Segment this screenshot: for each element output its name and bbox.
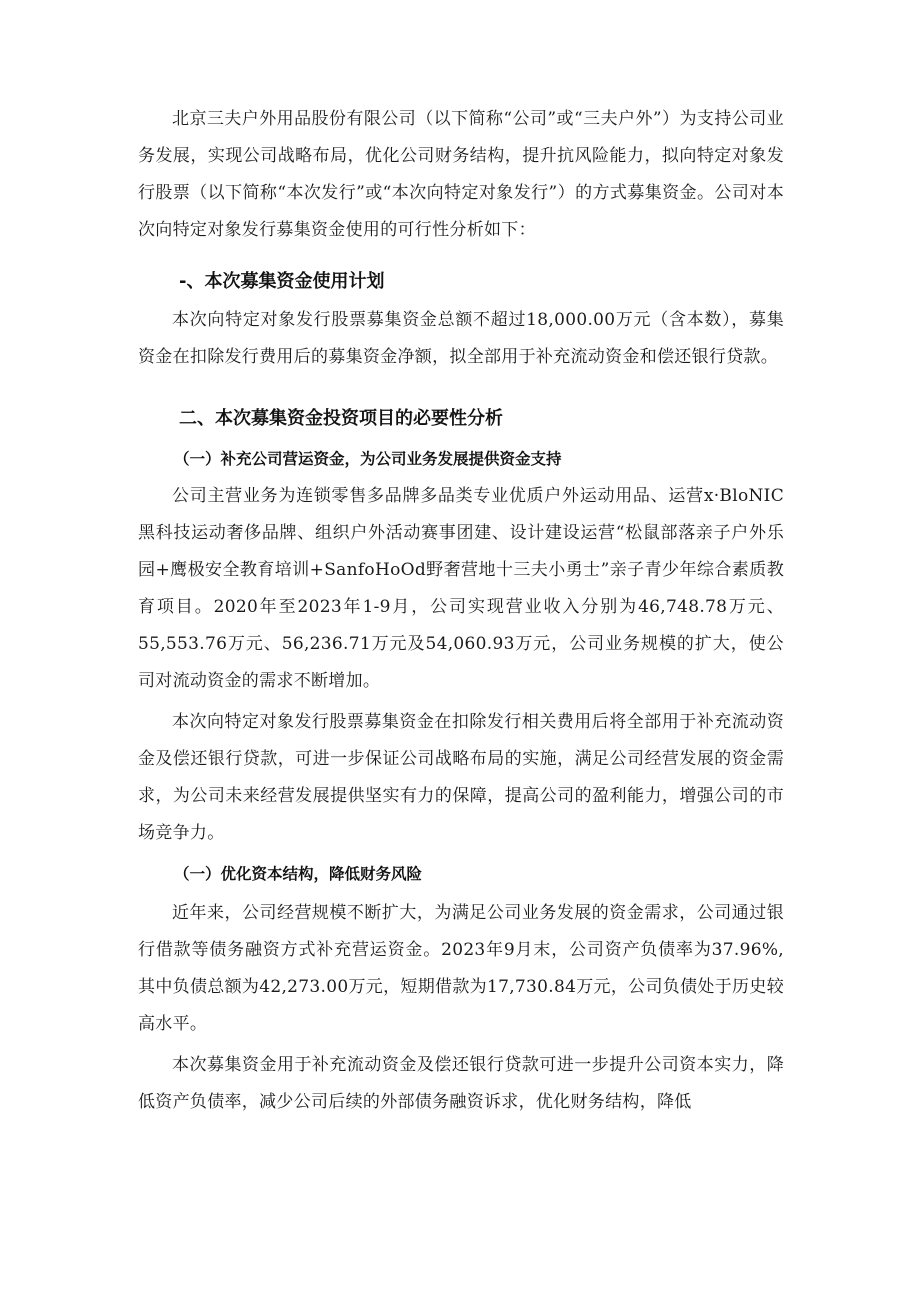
subsection1-paragraph-1: 公司主营业务为连锁零售多品牌多品类专业优质户外运动用品、运营x·BloNIC黑科技运动奢侈品牌、组织户外活动赛事团建、设计建设运营“松鼠部落亲子户外乐园+鹰极安全教育培训+SanfoHoOd野奢营地十三夫小勇士”亲子青少年综合素质教育项目。2020年至2023年1-9月，公司实现营业收入分别为46,748.78万元、55,553.76万元、56,236.71万元及54,060.93万元，公司业务规模的扩大，使公司对流动资金的需求不断增加。	[138, 486, 784, 691]
section1-paragraph: 本次向特定对象发行股票募集资金总额不超过18,000.00万元（含本数），募集资金在扣除发行费用后的募集资金净额，拟全部用于补充流动资金和偿还银行贷款。	[138, 310, 784, 367]
subsection1-heading: （一）补充公司营运资金，为公司业务发展提供资金支持	[174, 450, 562, 468]
document-body	[138, 101, 784, 1121]
subsection2-heading: （一）优化资本结构，降低财务风险	[174, 865, 423, 883]
subsection2-paragraph-1: 近年来，公司经营规模不断扩大，为满足公司业务发展的资金需求，公司通过银行借款等债务融资方式补充营运资金。2023年9月末，公司资产负债率为37.96%,其中负债总额为42,273.00万元，短期借款为17,730.84万元，公司负债处于历史较高水平。	[138, 903, 784, 1034]
subsection1-paragraph-2: 本次向特定对象发行股票募集资金在扣除发行相关费用后将全部用于补充流动资金及偿还银行贷款，可进一步保证公司战略布局的实施，满足公司经营发展的资金需求，为公司未来经营发展提供坚实有力的保障，提高公司的盈利能力，增强公司的市场竞争力。	[138, 712, 784, 843]
section1-heading: -、本次募集资金使用计划	[179, 271, 385, 292]
intro-paragraph: 北京三夫户外用品股份有限公司（以下简称“公司”或“三夫户外”）为支持公司业务发展，实现公司战略布局，优化公司财务结构，提升抗风险能力，拟向特定对象发行股票（以下简称“本次发行”或“本次向特定对象发行”）的方式募集资金。公司对本次向特定对象发行募集资金使用的可行性分析如下：	[138, 109, 784, 240]
subsection2-paragraph-2: 本次募集资金用于补充流动资金及偿还银行贷款可进一步提升公司资本实力，降低资产负债率，减少公司后续的外部债务融资诉求，优化财务结构，降低	[138, 1055, 784, 1112]
section2-heading: 二、本次募集资金投资项目的必要性分析	[179, 408, 503, 429]
